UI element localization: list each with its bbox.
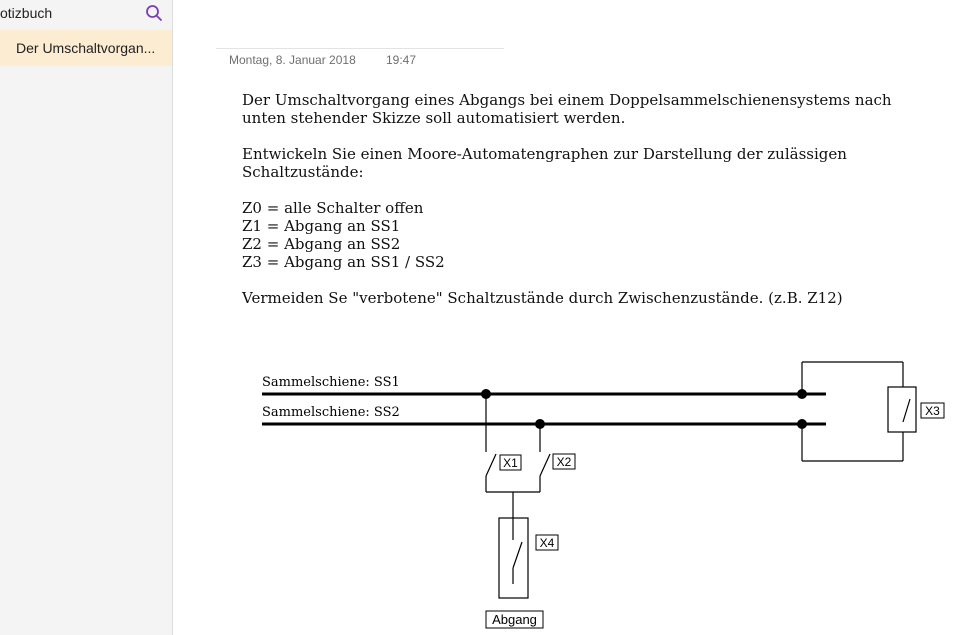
switch-x2-label: X2 <box>556 455 572 469</box>
switch-x4-blade <box>513 542 522 568</box>
busbar-ss1-label: Sammelschiene: SS1 <box>262 375 400 390</box>
switch-x1-label: X1 <box>503 456 518 470</box>
note-date: Montag, 8. Januar 2018 <box>229 53 356 67</box>
paragraph-task: Entwickeln Sie einen Moore-Automatengraphen zur Darstellung der zulässigen Schaltzustände: <box>242 145 847 181</box>
outgoing-label: Abgang <box>492 612 537 627</box>
switch-x3-label: X3 <box>925 404 940 418</box>
busbar-ss2-label: Sammelschiene: SS2 <box>262 405 400 420</box>
switch-x2-blade <box>540 454 550 476</box>
state-z1: Z1 = Abgang an SS1 <box>242 217 401 235</box>
notebook-name: otizbuch <box>0 5 53 21</box>
search-icon[interactable] <box>145 4 163 22</box>
paragraph-hint: Vermeiden Se "verbotene" Schaltzustände durch Zwischenzustände. (z.B. Z12) <box>242 289 843 307</box>
state-z2: Z2 = Abgang an SS2 <box>242 235 401 253</box>
busbar-diagram <box>173 0 953 635</box>
switch-x1-blade <box>486 454 496 476</box>
state-z3: Z3 = Abgang an SS1 / SS2 <box>242 253 445 271</box>
switch-x3-box <box>888 387 916 432</box>
note-time: 19:47 <box>386 53 417 67</box>
sidebar <box>0 0 173 635</box>
switch-x3-blade <box>903 399 910 422</box>
page-list-item[interactable] <box>0 30 172 66</box>
state-z0: Z0 = alle Schalter offen <box>242 199 424 217</box>
switch-x4-label: X4 <box>539 536 555 550</box>
notebook-search-row[interactable] <box>0 0 172 28</box>
page-list-item-title: Der Umschaltvorgan... <box>16 40 156 56</box>
paragraph-intro: Der Umschaltvorgang eines Abgangs bei einem Doppelsammelschienensystems nach unten stehender Skizze soll automatisiert werden. <box>242 91 892 127</box>
